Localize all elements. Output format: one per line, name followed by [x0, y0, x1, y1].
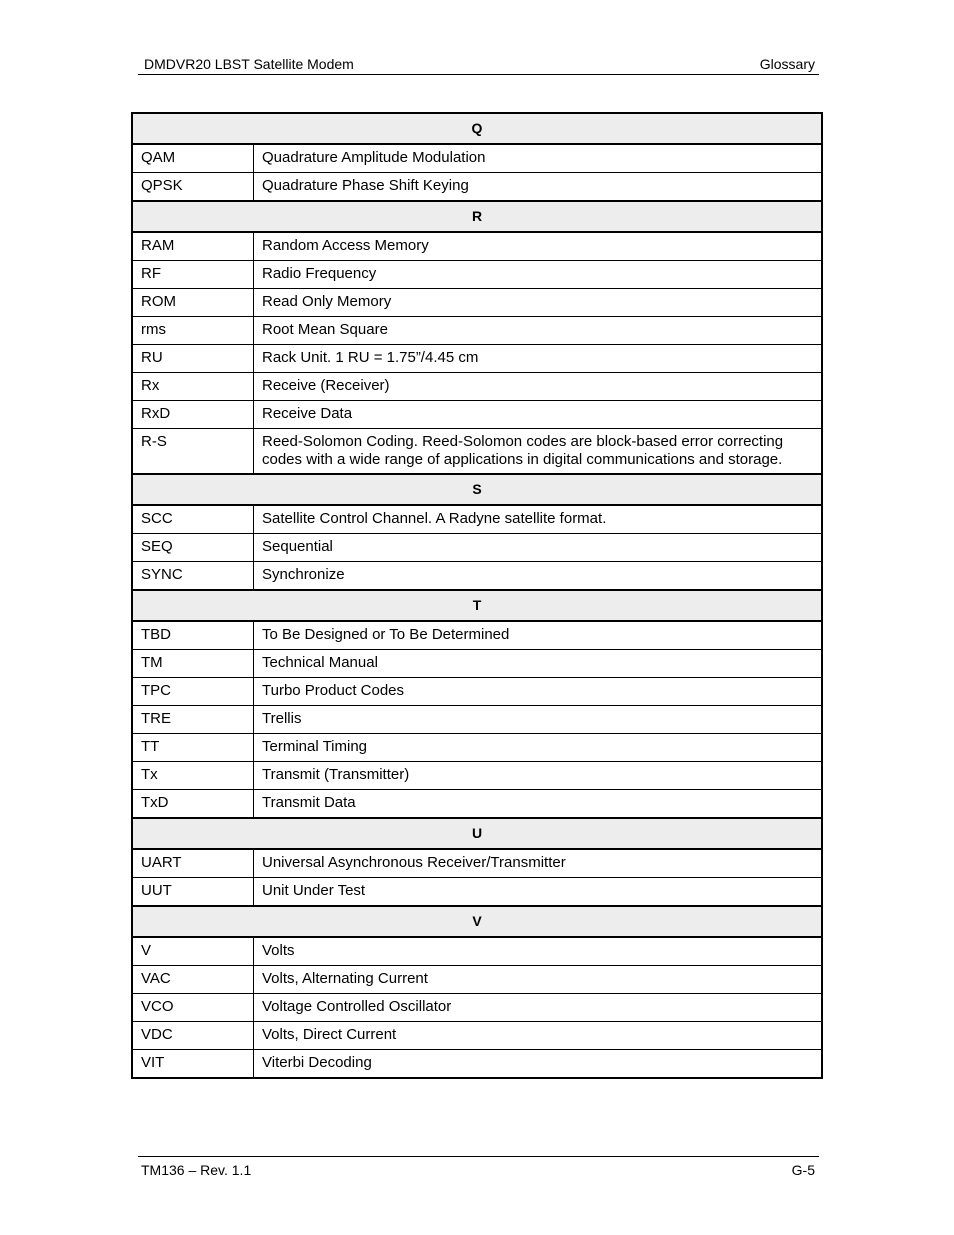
section-header-row [132, 201, 822, 232]
section-title: Glossary [759, 56, 815, 72]
abbreviation-cell: RAM [132, 232, 254, 261]
section-letter: T [132, 590, 822, 621]
page-header [138, 54, 819, 75]
table-row [132, 1050, 822, 1079]
table-row [132, 534, 822, 562]
abbreviation-cell: SCC [132, 505, 254, 534]
table-row [132, 505, 822, 534]
document-revision: TM136 – Rev. 1.1 [141, 1162, 252, 1178]
section-letter: V [132, 906, 822, 937]
section-header-row [132, 113, 822, 144]
glossary-table [131, 112, 823, 1079]
definition-cell: Satellite Control Channel. A Radyne satellite format. [254, 505, 823, 534]
table-row [132, 1022, 822, 1050]
definition-cell: Read Only Memory [254, 289, 823, 317]
abbreviation-cell: RF [132, 261, 254, 289]
definition-cell: Volts, Direct Current [254, 1022, 823, 1050]
abbreviation-cell: R-S [132, 429, 254, 475]
table-row [132, 261, 822, 289]
definition-cell: Voltage Controlled Oscillator [254, 994, 823, 1022]
definition-cell: Reed-Solomon Coding. Reed-Solomon codes are block-based error correcting codes with a wide range of applications in digital communications and storage. [254, 429, 823, 475]
section-letter: R [132, 201, 822, 232]
table-row [132, 144, 822, 173]
abbreviation-cell: V [132, 937, 254, 966]
section-header-row [132, 474, 822, 505]
table-row [132, 678, 822, 706]
definition-cell: Transmit (Transmitter) [254, 762, 823, 790]
definition-cell: Sequential [254, 534, 823, 562]
page-footer [138, 1156, 819, 1181]
table-row [132, 966, 822, 994]
definition-cell: To Be Designed or To Be Determined [254, 621, 823, 650]
definition-cell: Trellis [254, 706, 823, 734]
table-row [132, 937, 822, 966]
definition-cell: Quadrature Amplitude Modulation [254, 144, 823, 173]
abbreviation-cell: Tx [132, 762, 254, 790]
table-row [132, 173, 822, 202]
section-header-row [132, 906, 822, 937]
section-letter: Q [132, 113, 822, 144]
definition-cell: Receive (Receiver) [254, 373, 823, 401]
abbreviation-cell: VIT [132, 1050, 254, 1079]
definition-cell: Universal Asynchronous Receiver/Transmitter [254, 849, 823, 878]
glossary-body [132, 113, 822, 1078]
section-letter: U [132, 818, 822, 849]
abbreviation-cell: rms [132, 317, 254, 345]
table-row [132, 734, 822, 762]
definition-cell: Transmit Data [254, 790, 823, 819]
abbreviation-cell: VDC [132, 1022, 254, 1050]
abbreviation-cell: RU [132, 345, 254, 373]
definition-cell: Rack Unit. 1 RU = 1.75”/4.45 cm [254, 345, 823, 373]
definition-cell: Random Access Memory [254, 232, 823, 261]
table-row [132, 345, 822, 373]
table-row [132, 562, 822, 591]
abbreviation-cell: VCO [132, 994, 254, 1022]
abbreviation-cell: UUT [132, 878, 254, 907]
abbreviation-cell: TPC [132, 678, 254, 706]
document-title: DMDVR20 LBST Satellite Modem [144, 56, 354, 72]
table-row [132, 232, 822, 261]
table-row [132, 429, 822, 475]
table-row [132, 373, 822, 401]
table-row [132, 401, 822, 429]
table-row [132, 878, 822, 907]
abbreviation-cell: QPSK [132, 173, 254, 202]
definition-cell: Root Mean Square [254, 317, 823, 345]
table-row [132, 706, 822, 734]
definition-cell: Technical Manual [254, 650, 823, 678]
definition-cell: Receive Data [254, 401, 823, 429]
table-row [132, 621, 822, 650]
table-row [132, 994, 822, 1022]
definition-cell: Volts, Alternating Current [254, 966, 823, 994]
table-row [132, 650, 822, 678]
abbreviation-cell: Rx [132, 373, 254, 401]
definition-cell: Synchronize [254, 562, 823, 591]
definition-cell: Radio Frequency [254, 261, 823, 289]
table-row [132, 849, 822, 878]
abbreviation-cell: RxD [132, 401, 254, 429]
abbreviation-cell: QAM [132, 144, 254, 173]
section-letter: S [132, 474, 822, 505]
definition-cell: Unit Under Test [254, 878, 823, 907]
abbreviation-cell: SYNC [132, 562, 254, 591]
table-row [132, 790, 822, 819]
section-header-row [132, 590, 822, 621]
abbreviation-cell: SEQ [132, 534, 254, 562]
abbreviation-cell: TBD [132, 621, 254, 650]
section-header-row [132, 818, 822, 849]
definition-cell: Quadrature Phase Shift Keying [254, 173, 823, 202]
definition-cell: Terminal Timing [254, 734, 823, 762]
definition-cell: Turbo Product Codes [254, 678, 823, 706]
table-row [132, 289, 822, 317]
page-number: G-5 [791, 1162, 815, 1178]
definition-cell: Volts [254, 937, 823, 966]
abbreviation-cell: TM [132, 650, 254, 678]
table-row [132, 317, 822, 345]
abbreviation-cell: UART [132, 849, 254, 878]
abbreviation-cell: TRE [132, 706, 254, 734]
abbreviation-cell: TxD [132, 790, 254, 819]
abbreviation-cell: ROM [132, 289, 254, 317]
abbreviation-cell: VAC [132, 966, 254, 994]
definition-cell: Viterbi Decoding [254, 1050, 823, 1079]
table-row [132, 762, 822, 790]
abbreviation-cell: TT [132, 734, 254, 762]
